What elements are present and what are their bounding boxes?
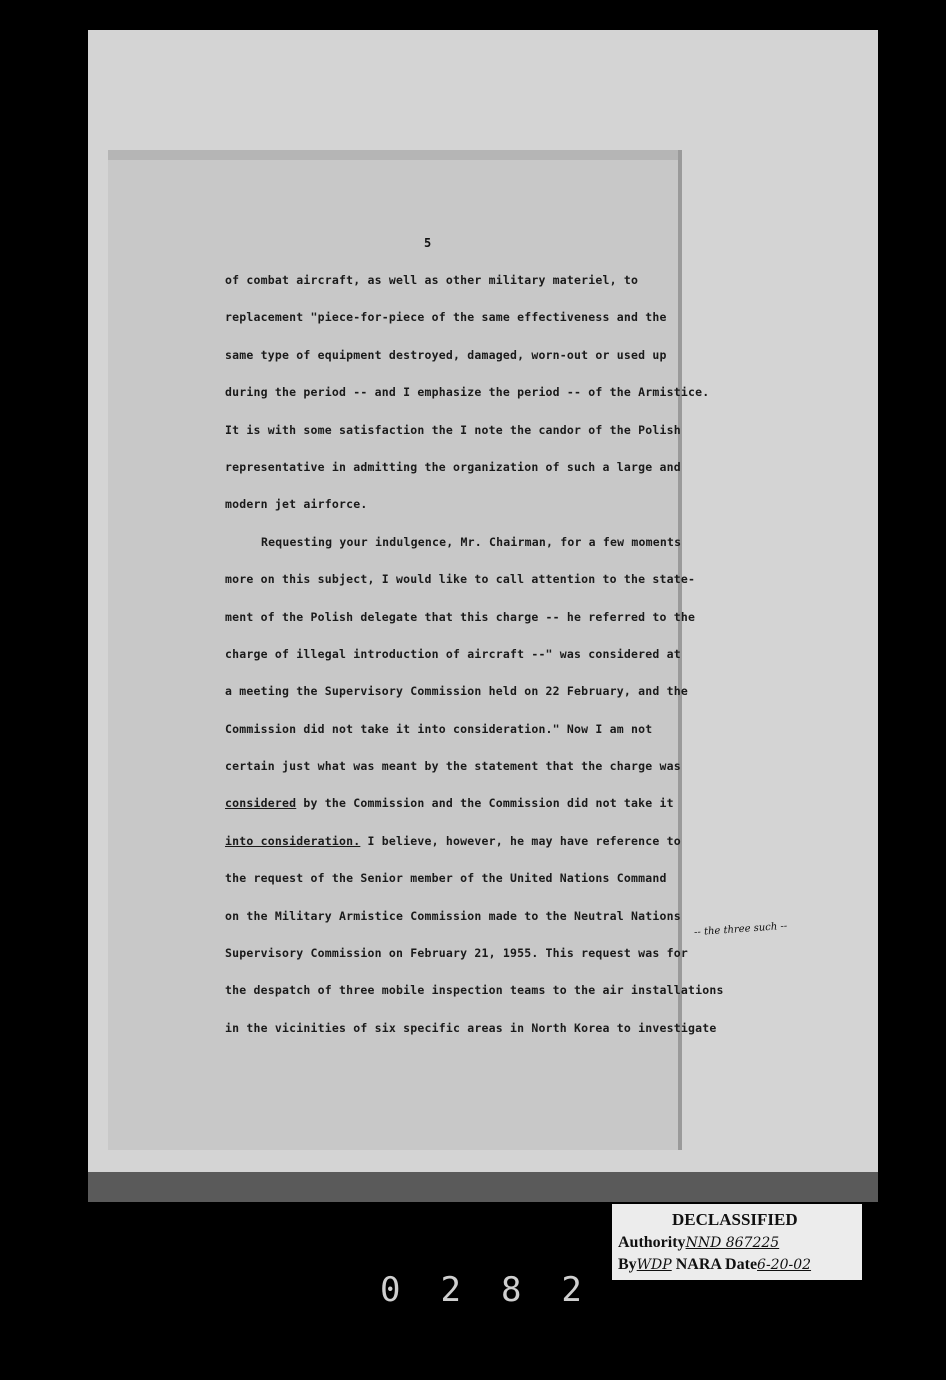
stamp-authority xyxy=(618,1234,779,1252)
by-value: WDP xyxy=(636,1257,672,1273)
text-line: Supervisory Commission on February 21, 1955. This request was for xyxy=(225,946,689,961)
text-line: in the vicinities of six specific areas in North Korea to investigate xyxy=(225,1020,717,1035)
text-line: representative in admitting the organization of such a large and xyxy=(225,459,681,474)
date-value: 6-20-02 xyxy=(757,1257,812,1273)
scan-shadow xyxy=(88,1172,878,1202)
underlined-phrase: into consideration. xyxy=(225,833,361,848)
by-label: By xyxy=(618,1256,637,1273)
sheet-top-edge xyxy=(108,150,678,160)
page-number: 5 xyxy=(424,236,432,250)
authority-value: NND 867225 xyxy=(685,1235,780,1251)
stamp-by-line xyxy=(618,1256,811,1274)
text-line: of combat aircraft, as well as other military materiel, to xyxy=(225,273,639,287)
document-body xyxy=(225,270,755,1055)
text-line: the despatch of three mobile inspection teams to the air installations xyxy=(225,983,724,998)
underlined-word: considered xyxy=(225,796,297,811)
text-line: during the period -- and I emphasize the period -- of the Armistice. xyxy=(225,385,710,400)
text-line: ment of the Polish delegate that this charge -- he referred to the xyxy=(225,609,696,624)
authority-label: Authority xyxy=(618,1234,686,1251)
text-line: on the Military Armistice Commission made to the Neutral Nations xyxy=(225,908,681,923)
declassified-stamp xyxy=(612,1204,862,1280)
nara-date-label: NARA Date xyxy=(675,1256,758,1273)
text-run: by the Commission and the Commission did not take it xyxy=(303,796,674,811)
text-line: certain just what was meant by the statement that the charge was xyxy=(225,759,681,774)
text-line: modern jet airforce. xyxy=(225,497,368,512)
text-line: a meeting the Supervisory Commission held on 22 February, and the xyxy=(225,684,689,699)
text-line: It is with some satisfaction the I note the candor of the Polish xyxy=(225,422,681,437)
text-line: more on this subject, I would like to call attention to the state- xyxy=(225,572,696,587)
text-run: I believe, however, he may have reference to xyxy=(367,833,681,848)
handwritten-note: -- the three such -- xyxy=(693,920,788,939)
text-line: Requesting your indulgence, Mr. Chairman, for a few moments xyxy=(261,534,682,549)
text-line: the request of the Senior member of the United Nations Command xyxy=(225,871,667,886)
text-line: replacement "piece-for-piece of the same effectiveness and the xyxy=(225,310,667,325)
text-line: same type of equipment destroyed, damaged, worn-out or used up xyxy=(225,347,667,362)
text-line-underlined xyxy=(225,793,755,830)
text-line-underlined xyxy=(225,831,755,868)
stamp-title: DECLASSIFIED xyxy=(672,1210,798,1229)
frame-number: 0282 xyxy=(380,1270,622,1310)
text-line: Commission did not take it into consideration." Now I am not xyxy=(225,721,653,736)
text-line: charge of illegal introduction of aircraft --" was considered at xyxy=(225,646,681,661)
